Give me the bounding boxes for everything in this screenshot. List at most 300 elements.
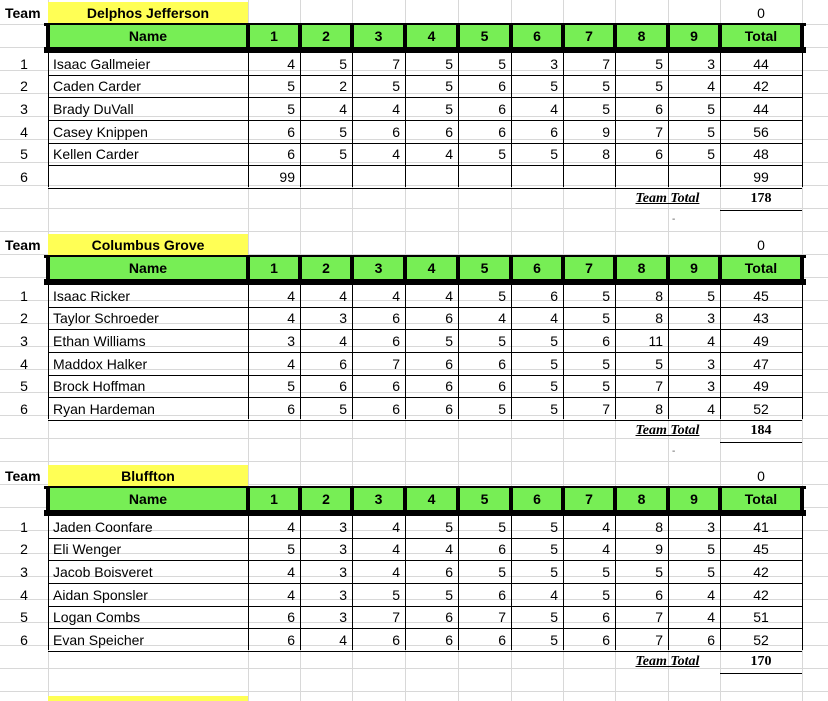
score-cell[interactable]: 6 <box>445 378 453 394</box>
score-cell[interactable]: 5 <box>550 356 558 372</box>
score-cell[interactable]: 6 <box>498 378 506 394</box>
hole-column-header: 3 <box>352 257 405 279</box>
player-name-cell[interactable]: Logan Combs <box>53 609 141 625</box>
score-cell[interactable]: 7 <box>392 356 400 372</box>
column-border <box>511 53 512 187</box>
header-separator <box>613 255 617 285</box>
hole-column-header: 2 <box>300 488 352 510</box>
column-border <box>405 53 406 187</box>
next-team-name-cell[interactable] <box>48 696 248 701</box>
score-cell[interactable]: 6 <box>655 101 663 117</box>
team-corner-value[interactable]: 0 <box>757 4 765 21</box>
score-cell[interactable]: 3 <box>707 310 715 326</box>
score-cell[interactable]: 4 <box>392 146 400 162</box>
score-cell[interactable]: 5 <box>287 378 295 394</box>
score-cell[interactable]: 5 <box>392 587 400 603</box>
score-cell[interactable]: 7 <box>655 124 663 140</box>
score-cell[interactable]: 7 <box>655 632 663 648</box>
grid-line-horizontal <box>0 691 828 692</box>
score-cell[interactable]: 4 <box>287 288 295 304</box>
player-name-cell[interactable] <box>48 166 248 188</box>
score-cell[interactable]: 3 <box>339 310 347 326</box>
score-cell[interactable]: 6 <box>602 632 610 648</box>
score-cell[interactable]: 7 <box>655 609 663 625</box>
player-name-cell[interactable]: Ryan Hardeman <box>53 401 155 417</box>
score-cell[interactable]: 5 <box>707 124 715 140</box>
player-total-cell[interactable]: 48 <box>753 146 769 162</box>
header-separator <box>456 486 460 516</box>
score-cell[interactable]: 6 <box>392 378 400 394</box>
score-cell[interactable]: 3 <box>707 519 715 535</box>
column-border <box>48 53 49 187</box>
score-cell[interactable]: 5 <box>445 333 453 349</box>
score-cell[interactable]: 3 <box>339 564 347 580</box>
score-cell[interactable]: 5 <box>550 78 558 94</box>
score-cell[interactable]: 6 <box>707 632 715 648</box>
score-cell[interactable]: 4 <box>707 78 715 94</box>
player-number: 6 <box>20 401 28 417</box>
column-border <box>405 516 406 650</box>
column-border <box>300 285 301 419</box>
header-separator <box>246 23 250 53</box>
player-number: 4 <box>20 587 28 603</box>
score-cell[interactable]: 6 <box>339 378 347 394</box>
score-cell[interactable]: 6 <box>602 609 610 625</box>
column-border <box>668 516 669 650</box>
score-cell[interactable]: 5 <box>339 124 347 140</box>
player-name-cell[interactable]: Eli Wenger <box>53 541 122 557</box>
column-border <box>405 285 406 419</box>
score-cell[interactable]: 6 <box>287 124 295 140</box>
total-column-header: Total <box>720 488 802 510</box>
player-total-cell[interactable]: 44 <box>753 101 769 117</box>
score-cell[interactable]: 6 <box>392 124 400 140</box>
player-total-cell[interactable]: 42 <box>753 78 769 94</box>
column-border <box>802 285 803 419</box>
score-cell[interactable]: 7 <box>602 56 610 72</box>
spacer-dash: - <box>672 214 676 225</box>
hole-column-header: 1 <box>248 25 300 47</box>
score-cell[interactable]: 6 <box>287 632 295 648</box>
score-cell[interactable]: 6 <box>445 609 453 625</box>
score-cell[interactable]: 5 <box>602 587 610 603</box>
score-cell[interactable]: 4 <box>445 288 453 304</box>
score-cell[interactable]: 3 <box>339 609 347 625</box>
score-cell[interactable] <box>511 166 563 188</box>
player-total-cell[interactable]: 42 <box>753 564 769 580</box>
column-border <box>458 516 459 650</box>
score-cell[interactable]: 6 <box>655 587 663 603</box>
score-cell[interactable]: 4 <box>339 333 347 349</box>
score-cell[interactable]: 3 <box>287 333 295 349</box>
hole-column-header: 7 <box>563 257 615 279</box>
hole-column-header: 3 <box>352 488 405 510</box>
player-total-cell[interactable]: 47 <box>753 356 769 372</box>
column-border <box>248 285 249 419</box>
score-cell[interactable]: 7 <box>602 401 610 417</box>
score-cell[interactable]: 5 <box>707 541 715 557</box>
header-separator <box>298 486 302 516</box>
column-border <box>48 516 49 650</box>
player-number: 3 <box>20 564 28 580</box>
column-border <box>720 516 721 650</box>
score-cell[interactable]: 2 <box>339 78 347 94</box>
hole-column-header: 4 <box>405 257 458 279</box>
column-border <box>802 516 803 650</box>
score-cell[interactable]: 5 <box>339 146 347 162</box>
team-name-cell[interactable]: Bluffton <box>48 465 248 486</box>
player-total-cell[interactable]: 44 <box>753 56 769 72</box>
player-name-cell[interactable]: Isaac Ricker <box>53 288 131 304</box>
score-cell[interactable]: 4 <box>550 587 558 603</box>
score-cell[interactable]: 4 <box>707 609 715 625</box>
player-name-cell[interactable]: Ethan Williams <box>53 333 146 349</box>
header-separator <box>456 23 460 53</box>
score-cell[interactable]: 6 <box>498 101 506 117</box>
score-cell[interactable]: 5 <box>707 564 715 580</box>
score-cell[interactable]: 5 <box>550 609 558 625</box>
header-separator <box>718 255 722 285</box>
player-number: 2 <box>20 541 28 557</box>
score-cell[interactable]: 4 <box>287 56 295 72</box>
score-cell[interactable]: 5 <box>707 101 715 117</box>
score-cell[interactable]: 5 <box>445 587 453 603</box>
score-cell[interactable] <box>668 166 720 188</box>
score-cell[interactable]: 5 <box>498 146 506 162</box>
header-separator <box>298 255 302 285</box>
score-cell[interactable]: 4 <box>392 541 400 557</box>
player-name-cell[interactable]: Kellen Carder <box>53 146 139 162</box>
score-cell[interactable]: 6 <box>550 288 558 304</box>
score-cell[interactable]: 5 <box>550 333 558 349</box>
score-cell[interactable]: 6 <box>445 310 453 326</box>
score-cell[interactable]: 5 <box>550 632 558 648</box>
score-cell[interactable]: 6 <box>655 146 663 162</box>
score-cell[interactable] <box>458 166 511 188</box>
score-cell[interactable]: 6 <box>498 356 506 372</box>
score-cell[interactable]: 4 <box>550 310 558 326</box>
player-name-cell[interactable]: Evan Speicher <box>53 632 145 648</box>
score-cell[interactable]: 6 <box>287 146 295 162</box>
header-separator <box>800 486 804 516</box>
score-cell[interactable]: 8 <box>602 146 610 162</box>
score-cell[interactable]: 5 <box>655 78 663 94</box>
player-total-cell[interactable]: 45 <box>753 541 769 557</box>
player-name-cell[interactable]: Taylor Schroeder <box>53 310 159 326</box>
score-cell[interactable]: 4 <box>550 101 558 117</box>
hole-column-header: 6 <box>511 25 563 47</box>
player-name-cell[interactable]: Isaac Gallmeier <box>53 56 151 72</box>
hole-column-header: 1 <box>248 488 300 510</box>
score-cell[interactable]: 6 <box>339 356 347 372</box>
score-cell[interactable]: 5 <box>602 78 610 94</box>
grid-line-horizontal <box>0 461 828 462</box>
header-separator <box>403 23 407 53</box>
player-name-cell[interactable]: Jacob Boisveret <box>53 564 153 580</box>
player-name-cell[interactable]: Jaden Coonfare <box>53 519 153 535</box>
player-number: 3 <box>20 101 28 117</box>
score-cell[interactable]: 6 <box>392 333 400 349</box>
score-cell[interactable]: 5 <box>339 401 347 417</box>
header-separator <box>509 255 513 285</box>
score-cell[interactable]: 5 <box>498 333 506 349</box>
score-cell[interactable]: 7 <box>655 378 663 394</box>
score-cell[interactable]: 5 <box>287 78 295 94</box>
header-separator <box>246 255 250 285</box>
column-border <box>563 516 564 650</box>
hole-column-header: 4 <box>405 25 458 47</box>
score-cell[interactable] <box>615 166 668 188</box>
hole-column-header: 5 <box>458 257 511 279</box>
column-border <box>352 53 353 187</box>
score-cell[interactable]: 5 <box>602 356 610 372</box>
score-cell[interactable]: 4 <box>498 310 506 326</box>
score-cell[interactable]: 5 <box>602 564 610 580</box>
score-cell[interactable]: 4 <box>339 101 347 117</box>
score-cell[interactable]: 6 <box>498 541 506 557</box>
score-cell[interactable]: 4 <box>392 519 400 535</box>
score-cell[interactable]: 3 <box>339 541 347 557</box>
score-cell[interactable]: 4 <box>287 519 295 535</box>
player-total-cell[interactable]: 42 <box>753 587 769 603</box>
header-separator <box>46 486 50 516</box>
score-cell[interactable] <box>300 166 352 188</box>
header-separator <box>246 486 250 516</box>
score-cell[interactable]: 4 <box>707 333 715 349</box>
column-border <box>511 285 512 419</box>
score-cell[interactable]: 6 <box>498 587 506 603</box>
team-total-underline <box>720 442 802 443</box>
header-separator <box>350 23 354 53</box>
team-total-underline <box>720 210 802 211</box>
score-cell[interactable]: 5 <box>498 564 506 580</box>
score-cell[interactable]: 4 <box>287 564 295 580</box>
header-separator <box>561 23 565 53</box>
player-total-cell[interactable]: 99 <box>753 169 769 185</box>
score-cell[interactable]: 4 <box>287 310 295 326</box>
score-cell[interactable]: 7 <box>498 609 506 625</box>
score-cell[interactable]: 5 <box>602 101 610 117</box>
header-separator <box>298 23 302 53</box>
score-cell[interactable]: 5 <box>498 56 506 72</box>
header-separator <box>666 255 670 285</box>
team-total-label: Team Total <box>635 654 700 669</box>
column-border <box>563 53 564 187</box>
score-cell[interactable]: 5 <box>445 101 453 117</box>
team-total-label: Team Total <box>635 191 700 206</box>
column-border <box>48 285 49 419</box>
score-cell[interactable]: 5 <box>392 78 400 94</box>
team-corner-value[interactable]: 0 <box>757 467 765 484</box>
score-cell[interactable]: 6 <box>392 632 400 648</box>
score-cell[interactable]: 6 <box>445 632 453 648</box>
player-total-cell[interactable]: 41 <box>753 519 769 535</box>
column-border <box>668 285 669 419</box>
score-cell[interactable]: 5 <box>550 519 558 535</box>
column-border <box>802 53 803 187</box>
score-cell[interactable]: 6 <box>498 124 506 140</box>
player-number: 2 <box>20 310 28 326</box>
score-cell[interactable]: 6 <box>287 401 295 417</box>
score-cell[interactable]: 5 <box>287 101 295 117</box>
score-cell[interactable]: 5 <box>707 146 715 162</box>
team-label: Team <box>5 236 41 253</box>
score-cell[interactable]: 4 <box>287 587 295 603</box>
score-cell[interactable]: 4 <box>445 541 453 557</box>
total-column-header: Total <box>720 25 802 47</box>
score-cell[interactable]: 8 <box>655 288 663 304</box>
score-cell[interactable]: 5 <box>655 564 663 580</box>
player-name-cell[interactable]: Casey Knippen <box>53 124 148 140</box>
player-total-cell[interactable]: 43 <box>753 310 769 326</box>
score-cell[interactable]: 5 <box>498 401 506 417</box>
score-cell[interactable]: 6 <box>498 78 506 94</box>
hole-column-header: 4 <box>405 488 458 510</box>
score-cell[interactable]: 4 <box>602 541 610 557</box>
score-cell[interactable]: 6 <box>602 333 610 349</box>
header-separator <box>800 255 804 285</box>
score-cell[interactable]: 4 <box>392 564 400 580</box>
header-separator <box>718 23 722 53</box>
player-name-cell[interactable]: Aidan Sponsler <box>53 587 148 603</box>
score-cell[interactable]: 5 <box>445 78 453 94</box>
score-cell[interactable]: 3 <box>707 356 715 372</box>
score-cell[interactable]: 4 <box>339 632 347 648</box>
score-cell[interactable]: 5 <box>445 519 453 535</box>
score-cell[interactable]: 6 <box>287 609 295 625</box>
score-cell[interactable]: 5 <box>498 288 506 304</box>
player-number: 6 <box>20 169 28 185</box>
header-separator <box>718 486 722 516</box>
score-cell[interactable]: 5 <box>602 378 610 394</box>
score-cell[interactable]: 5 <box>602 310 610 326</box>
player-number: 4 <box>20 124 28 140</box>
score-cell[interactable]: 5 <box>550 401 558 417</box>
column-border <box>615 53 616 187</box>
score-cell[interactable]: 6 <box>445 124 453 140</box>
spacer-dash: - <box>672 446 676 457</box>
score-cell[interactable]: 7 <box>392 56 400 72</box>
header-separator <box>666 23 670 53</box>
score-cell[interactable]: 6 <box>392 401 400 417</box>
score-cell[interactable]: 5 <box>655 356 663 372</box>
column-border <box>458 53 459 187</box>
header-separator <box>46 23 50 53</box>
score-cell[interactable]: 4 <box>392 288 400 304</box>
player-name-cell[interactable]: Brady DuVall <box>53 101 134 117</box>
score-cell[interactable]: 5 <box>602 288 610 304</box>
team-total-value[interactable]: 170 <box>750 654 772 669</box>
score-cell[interactable]: 4 <box>287 356 295 372</box>
team-name-cell[interactable]: Delphos Jefferson <box>48 2 248 23</box>
score-cell[interactable]: 7 <box>392 609 400 625</box>
score-cell[interactable]: 3 <box>339 587 347 603</box>
name-column-header: Name <box>48 257 248 279</box>
score-cell[interactable]: 5 <box>287 541 295 557</box>
score-cell[interactable]: 6 <box>445 401 453 417</box>
player-total-cell[interactable]: 49 <box>753 333 769 349</box>
score-cell[interactable]: 5 <box>707 288 715 304</box>
score-cell[interactable]: 4 <box>707 587 715 603</box>
column-border <box>352 516 353 650</box>
score-cell[interactable]: 4 <box>339 288 347 304</box>
score-cell[interactable]: 4 <box>392 101 400 117</box>
score-cell[interactable]: 3 <box>339 519 347 535</box>
score-cell[interactable]: 4 <box>707 401 715 417</box>
score-cell[interactable]: 6 <box>445 356 453 372</box>
header-separator <box>561 486 565 516</box>
player-total-cell[interactable]: 49 <box>753 378 769 394</box>
column-border <box>300 516 301 650</box>
hole-column-header: 2 <box>300 257 352 279</box>
score-cell[interactable]: 9 <box>655 541 663 557</box>
score-cell[interactable] <box>352 166 405 188</box>
score-cell[interactable]: 9 <box>602 124 610 140</box>
column-border <box>248 53 249 187</box>
score-cell[interactable]: 3 <box>550 56 558 72</box>
score-cell[interactable]: 6 <box>392 310 400 326</box>
score-cell[interactable]: 11 <box>648 333 663 349</box>
score-cell[interactable]: 5 <box>445 56 453 72</box>
score-cell[interactable]: 8 <box>655 519 663 535</box>
player-total-cell[interactable]: 52 <box>753 632 769 648</box>
team-corner-value[interactable]: 0 <box>757 236 765 253</box>
player-total-cell[interactable]: 45 <box>753 288 769 304</box>
column-border <box>615 516 616 650</box>
header-separator <box>46 255 50 285</box>
score-cell[interactable]: 8 <box>655 310 663 326</box>
score-cell[interactable]: 5 <box>655 56 663 72</box>
score-cell[interactable]: 4 <box>602 519 610 535</box>
hole-column-header: 5 <box>458 488 511 510</box>
header-separator <box>350 486 354 516</box>
score-cell[interactable]: 6 <box>498 632 506 648</box>
score-cell[interactable]: 5 <box>550 378 558 394</box>
team-total-value[interactable]: 178 <box>750 191 772 206</box>
score-cell[interactable]: 5 <box>339 56 347 72</box>
team-label: Team <box>5 4 41 21</box>
score-cell[interactable]: 4 <box>445 146 453 162</box>
player-total-cell[interactable]: 52 <box>753 401 769 417</box>
score-cell[interactable]: 5 <box>498 519 506 535</box>
player-number: 5 <box>20 378 28 394</box>
player-total-cell[interactable]: 51 <box>753 609 769 625</box>
score-cell[interactable]: 5 <box>550 146 558 162</box>
player-name-cell[interactable]: Brock Hoffman <box>53 378 146 394</box>
score-cell[interactable]: 3 <box>707 378 715 394</box>
team-label: Team <box>5 467 41 484</box>
score-cell[interactable]: 5 <box>550 541 558 557</box>
score-cell[interactable]: 99 <box>279 169 295 185</box>
score-cell[interactable] <box>563 166 615 188</box>
player-number: 1 <box>20 288 28 304</box>
hole-column-header: 3 <box>352 25 405 47</box>
team-name-cell[interactable]: Columbus Grove <box>48 234 248 255</box>
player-total-cell[interactable]: 56 <box>753 124 769 140</box>
score-cell[interactable] <box>405 166 458 188</box>
score-cell[interactable]: 6 <box>445 564 453 580</box>
player-name-cell[interactable]: Maddox Halker <box>53 356 148 372</box>
player-name-cell[interactable]: Caden Carder <box>53 78 141 94</box>
hole-column-header: 1 <box>248 257 300 279</box>
score-cell[interactable]: 3 <box>707 56 715 72</box>
score-cell[interactable]: 5 <box>550 564 558 580</box>
hole-column-header: 9 <box>668 257 720 279</box>
score-cell[interactable]: 6 <box>550 124 558 140</box>
score-cell[interactable]: 8 <box>655 401 663 417</box>
hole-column-header: 8 <box>615 257 668 279</box>
team-total-value[interactable]: 184 <box>750 423 772 438</box>
